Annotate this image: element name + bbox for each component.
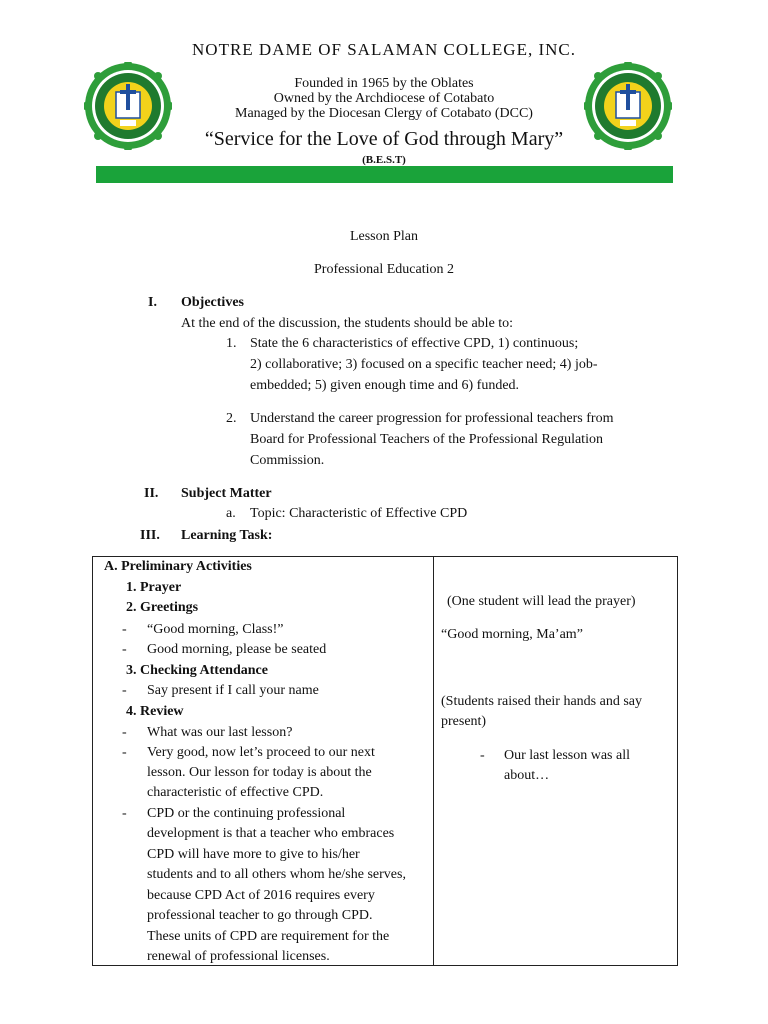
objective-1-line2: 2) collaborative; 3) focused on a specific teacher need; 4) job- <box>250 357 598 372</box>
review-transition-line1: Very good, now let’s proceed to our next <box>147 745 375 760</box>
cpd-paragraph-line7: These units of CPD are requirement for the <box>147 929 390 944</box>
objectives-intro: At the end of the discussion, the students should be able to: <box>181 316 514 331</box>
review-transition-line2: lesson. Our lesson for today is about the <box>147 765 372 780</box>
review-question: What was our last lesson? <box>147 725 293 740</box>
cpd-paragraph-line3: CPD will have more to give to his/her <box>147 847 360 862</box>
topic-bullet: a. <box>226 506 236 521</box>
preliminary-activities-heading: A. Preliminary Activities <box>104 559 252 574</box>
cpd-paragraph-line2: development is that a teacher who embraces <box>147 826 395 841</box>
managed-line: Managed by the Diocesan Clergy of Cotabato (DCC) <box>235 106 533 121</box>
greetings-heading: 2. Greetings <box>126 600 199 615</box>
review-transition-line3: characteristic of effective CPD. <box>147 785 324 800</box>
doc-subject: Professional Education 2 <box>314 262 454 277</box>
acronym: (B.E.S.T) <box>362 154 406 166</box>
table-column-divider <box>433 556 434 966</box>
college-name: NOTRE DAME OF SALAMAN COLLEGE, INC. <box>192 40 576 59</box>
attendance-response-line1: (Students raised their hands and say <box>441 694 643 709</box>
cpd-paragraph-line1: CPD or the continuing professional <box>147 806 346 821</box>
objective-2-line1: Understand the career progression for professional teachers from <box>250 411 614 426</box>
learning-task-num: III. <box>140 528 160 543</box>
objectives-heading: Objectives <box>181 295 244 310</box>
review-response-line1: Our last lesson was all <box>504 748 630 763</box>
review-response-line2: about… <box>504 768 550 783</box>
list-dash: - <box>122 745 127 760</box>
review-heading: 4. Review <box>126 704 184 719</box>
prayer-heading: 1. Prayer <box>126 580 182 595</box>
list-dash: - <box>122 622 127 637</box>
list-dash: - <box>122 683 127 698</box>
list-dash: - <box>122 642 127 657</box>
topic-text: Topic: Characteristic of Effective CPD <box>250 506 468 521</box>
objective-2-line2: Board for Professional Teachers of the Professional Regulation <box>250 432 603 447</box>
objective-1-line1: State the 6 characteristics of effective CPD, 1) continuous; <box>250 336 579 351</box>
objective-2-num: 2. <box>226 411 237 426</box>
learning-task-heading: Learning Task: <box>181 528 273 543</box>
header-green-bar <box>96 166 673 183</box>
objectives-num: I. <box>148 295 157 310</box>
attendance-instruction: Say present if I call your name <box>147 683 319 698</box>
prayer-response: (One student will lead the prayer) <box>447 594 636 609</box>
list-dash: - <box>480 748 485 763</box>
doc-title: Lesson Plan <box>349 229 419 244</box>
cpd-paragraph-line6: professional teacher to go through CPD. <box>147 908 373 923</box>
cpd-paragraph-line4: students and to all others whom he/she serves, <box>147 867 406 882</box>
attendance-response-line2: present) <box>441 714 487 729</box>
objective-1-line3: embedded; 5) given enough time and 6) funded. <box>250 378 520 393</box>
attendance-heading: 3. Checking Attendance <box>126 663 268 678</box>
cpd-paragraph-line5: because CPD Act of 2016 requires every <box>147 888 375 903</box>
list-dash: - <box>122 806 127 821</box>
subject-matter-heading: Subject Matter <box>181 486 272 501</box>
objective-2-line3: Commission. <box>250 453 325 468</box>
founded-line: Founded in 1965 by the Oblates <box>294 76 474 91</box>
greeting-seated-line: Good morning, please be seated <box>147 642 327 657</box>
list-dash: - <box>122 725 127 740</box>
subject-matter-num: II. <box>144 486 159 501</box>
greeting-teacher-line: “Good morning, Class!” <box>147 622 284 637</box>
owned-line: Owned by the Archdiocese of Cotabato <box>273 91 495 106</box>
objective-1-num: 1. <box>226 336 237 351</box>
greeting-response: “Good morning, Ma’am” <box>441 627 583 642</box>
motto: “Service for the Love of God through Mary” <box>204 128 564 150</box>
cpd-paragraph-line8: renewal of professional licenses. <box>147 949 330 964</box>
